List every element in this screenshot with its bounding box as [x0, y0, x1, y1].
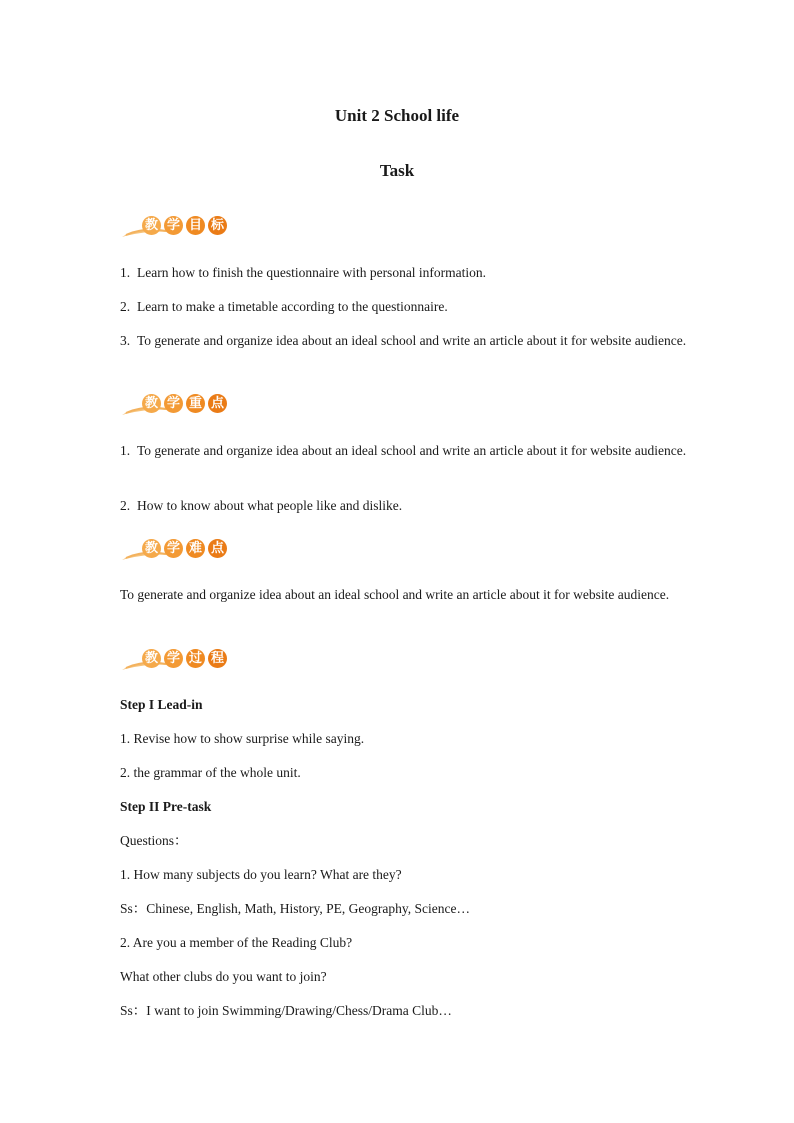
question-1: 1. How many subjects do you learn? What are they? [120, 867, 402, 882]
badge-char: 过 [186, 649, 205, 668]
objective-item: 1. Learn how to finish the questionnaire with personal information. [120, 265, 487, 280]
badge-char: 点 [208, 539, 227, 558]
objective-item: 3. To generate and organize idea about an ideal school and write an article about it for website audience. [120, 333, 687, 348]
difficulties-text: To generate and organize idea about an ideal school and write an article about it for website audience. [120, 587, 670, 602]
badge-char: 教 [142, 539, 161, 558]
badge-char: 学 [164, 216, 183, 235]
objective-item: 2. Learn to make a timetable according to the questionnaire. [120, 299, 448, 314]
badge-char: 教 [142, 394, 161, 413]
badge-char: 程 [208, 649, 227, 668]
badge-char: 学 [164, 649, 183, 668]
key-point-item: 2. How to know about what people like and dislike. [120, 498, 403, 513]
question-2: 2. Are you a member of the Reading Club? [120, 935, 353, 950]
section-badge-key-points [120, 389, 230, 419]
questions-label: Questions： [120, 833, 188, 848]
key-point-item: 1. To generate and organize idea about an ideal school and write an article about it for website audience. [120, 443, 687, 458]
document-subtitle: Task [379, 161, 415, 180]
badge-char: 教 [142, 216, 161, 235]
badge-char: 学 [164, 394, 183, 413]
badge-char: 点 [208, 394, 227, 413]
step1-item: 2. the grammar of the whole unit. [120, 765, 301, 780]
badge-char: 教 [142, 649, 161, 668]
section-badge-objectives [120, 211, 230, 241]
step2-heading: Step II Pre-task [120, 799, 212, 814]
answer-1: Ss：Chinese, English, Math, History, PE, Geography, Science… [120, 901, 470, 916]
step1-item: 1. Revise how to show surprise while saying. [120, 731, 365, 746]
step1-heading: Step I Lead-in [120, 697, 203, 712]
badge-char: 目 [186, 216, 205, 235]
badge-char: 学 [164, 539, 183, 558]
badge-char: 重 [186, 394, 205, 413]
answer-2: Ss：I want to join Swimming/Drawing/Chess/Drama Club… [120, 1003, 452, 1018]
document-title: Unit 2 School life [334, 106, 460, 125]
section-badge-difficulties [120, 534, 230, 564]
badge-char: 标 [208, 216, 227, 235]
badge-char: 难 [186, 539, 205, 558]
section-badge-process [120, 644, 230, 674]
question-2b: What other clubs do you want to join? [120, 969, 327, 984]
